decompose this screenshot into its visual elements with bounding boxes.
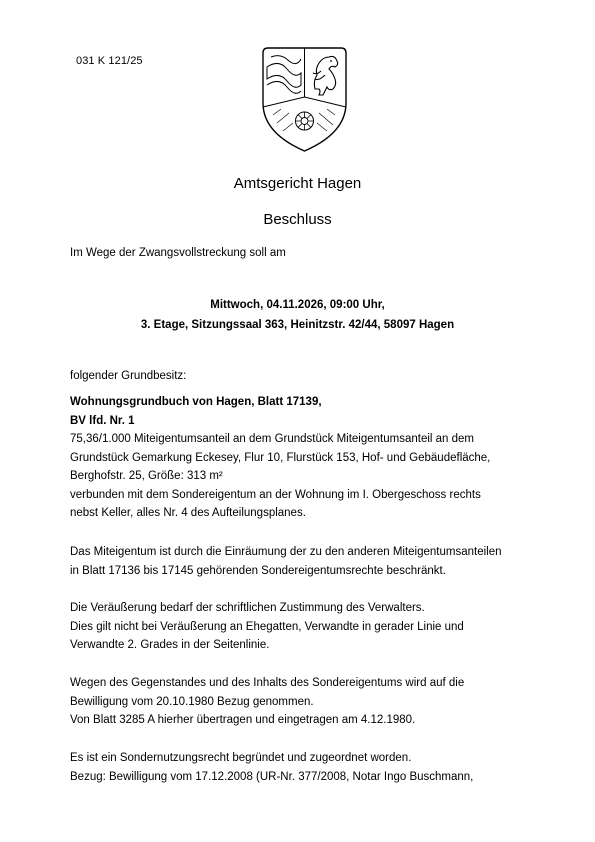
property-description bbox=[70, 430, 540, 523]
paragraph-line: Das Miteigentum ist durch die Einräumung der zu den anderen Miteigentumsanteilen bbox=[70, 546, 502, 558]
bv-line: BV lfd. Nr. 1 bbox=[70, 415, 135, 427]
property-line: 75,36/1.000 Miteigentumsanteil an dem Grundstück Miteigentumsanteil an dem bbox=[70, 433, 475, 445]
property-line: verbunden mit dem Sondereigentum an der Wohnung im I. Obergeschoss rechts bbox=[70, 488, 481, 501]
property-line: Grundstück Gemarkung Eckesey, Flur 10, Flurstück 153, Hof- und Gebäudefläche, bbox=[70, 451, 491, 464]
paragraph-line: Bewilligung vom 20.10.1980 Bezug genommen. bbox=[70, 695, 314, 708]
paragraph-line: Verwandte 2. Grades in der Seitenlinie. bbox=[70, 639, 270, 651]
auction-date: Mittwoch, 04.11.2026, 09:00 Uhr, bbox=[210, 299, 385, 311]
restriction-paragraph bbox=[70, 543, 540, 580]
property-line: Berghofstr. 25, Größe: 313 m² bbox=[70, 470, 223, 482]
court-name: Amtsgericht Hagen bbox=[233, 175, 362, 192]
paragraph-line: Es ist ein Sondernutzungsrecht begründet und zugeordnet worden. bbox=[70, 752, 412, 764]
consent-paragraph bbox=[70, 599, 540, 655]
register-line: Wohnungsgrundbuch von Hagen, Blatt 17139, bbox=[70, 396, 322, 408]
intro-text: Im Wege der Zwangsvollstreckung soll am bbox=[70, 247, 286, 259]
paragraph-line: Die Veräußerung bedarf der schriftlichen Zustimmung des Verwalters. bbox=[70, 602, 425, 614]
paragraph-line: in Blatt 17136 bis 17145 gehörenden Sondereigentumsrechte beschränkt. bbox=[70, 564, 446, 577]
property-intro: folgender Grundbesitz: bbox=[70, 370, 187, 382]
property-line: nebst Keller, alles Nr. 4 des Aufteilungsplanes. bbox=[70, 507, 306, 519]
paragraph-line: Von Blatt 3285 A hierher übertragen und eingetragen am 4.12.1980. bbox=[70, 714, 416, 726]
special-use-paragraph bbox=[70, 749, 540, 786]
paragraph-line: Bezug: Bewilligung vom 17.12.2008 (UR-Nr. 377/2008, Notar Ingo Buschmann, bbox=[70, 770, 474, 783]
document-title: Beschluss bbox=[263, 211, 332, 228]
reference-paragraph bbox=[70, 674, 540, 730]
case-number: 031 K 121/25 bbox=[76, 55, 143, 67]
paragraph-line: Wegen des Gegenstandes und des Inhalts des Sondereigentums wird auf die bbox=[70, 677, 465, 689]
nrw-coat-of-arms-icon bbox=[257, 45, 352, 155]
paragraph-line: Dies gilt nicht bei Veräußerung an Ehegatten, Verwandte in gerader Linie und bbox=[70, 620, 464, 633]
auction-location: 3. Etage, Sitzungssaal 363, Heinitzstr. 42/44, 58097 Hagen bbox=[140, 319, 455, 331]
